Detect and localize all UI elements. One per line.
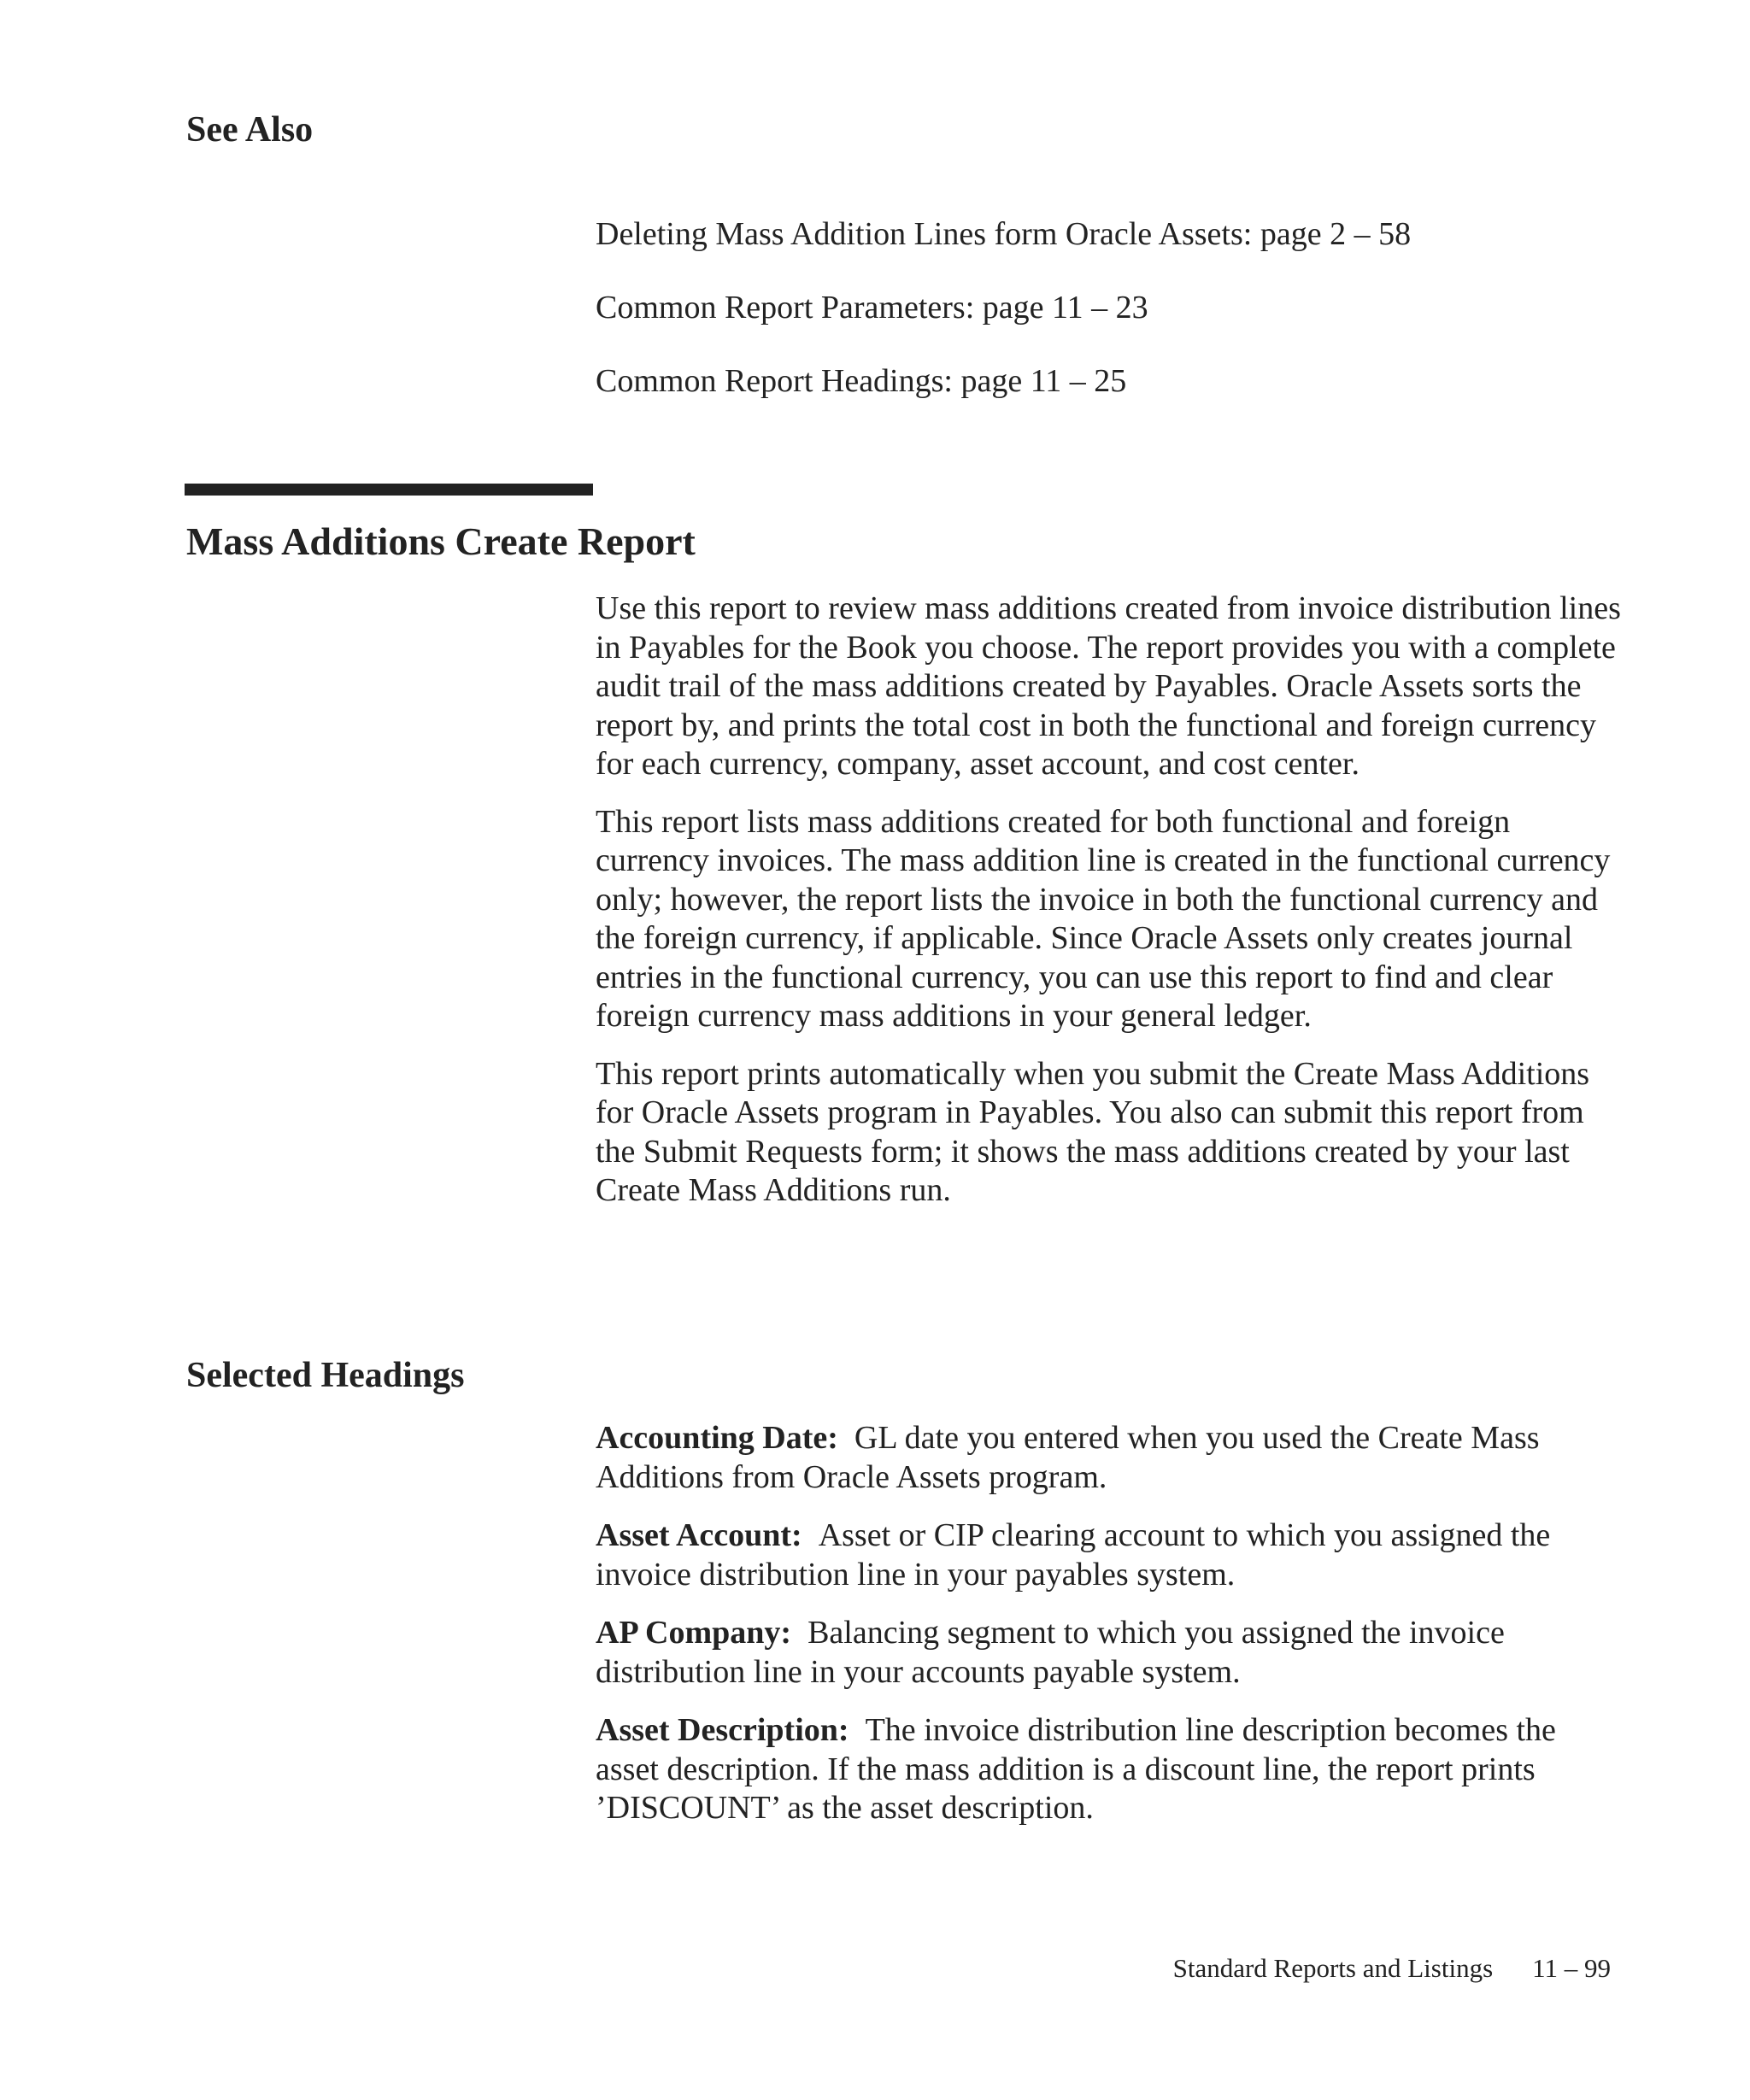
section-paragraph: This report lists mass additions created for both functional and foreign currency invoices. The mass addition line is created in the functional currency only; however, the report lists the invoice in both the functional currency and the foreign currency, if applicable. Since Oracle Assets only creates journal entries in the functional currency, you can use this report to find and clear foreign currency mass additions in your general ledger. — [596, 803, 1611, 1034]
section-paragraph: This report prints automatically when you submit the Create Mass Additions for Oracle Assets program in Payables. You also can submit this report from the Submit Requests form; it shows the mass additions created by your last Create Mass Additions run. — [596, 1055, 1590, 1208]
selected-headings-list — [596, 1419, 1621, 1848]
heading-entry-ap-company — [596, 1614, 1621, 1692]
entry-description: The invoice distribution line description becomes the asset description. If the mass addition is a discount line, the report prints ’DISCOUNT’ as the asset description. — [596, 1712, 1556, 1826]
footer-page-number: 11 – 99 — [1532, 1953, 1611, 1983]
entry-description: Balancing segment to which you assigned the invoice distribution line in your accounts payable system. — [596, 1615, 1505, 1690]
heading-entry-asset-description — [596, 1711, 1621, 1828]
entry-term: Asset Account: — [596, 1517, 802, 1553]
page-footer — [983, 1953, 1611, 1984]
section-divider-rule — [185, 484, 593, 496]
section-title: Mass Additions Create Report — [186, 519, 696, 563]
entry-description: Asset or CIP clearing account to which you assigned the invoice distribution line in your payables system. — [596, 1517, 1551, 1593]
selected-headings-heading: Selected Headings — [186, 1356, 465, 1395]
see-also-list — [596, 215, 1621, 436]
entry-description: GL date you entered when you used the Create Mass Additions from Oracle Assets program. — [596, 1420, 1540, 1495]
heading-entry-asset-account — [596, 1516, 1621, 1594]
see-also-heading: See Also — [186, 110, 314, 150]
footer-chapter-title: Standard Reports and Listings — [1172, 1953, 1494, 1983]
section-paragraph: Use this report to review mass additions created from invoice distribution lines in Payables for the Book you choose. The report provides you with a complete audit trail of the mass additions created by Payables. Oracle Assets sorts the report by, and prints the total cost in both the functional and foreign currency for each currency, company, asset account, and cost center. — [596, 590, 1621, 782]
heading-entry-accounting-date — [596, 1419, 1621, 1497]
see-also-link-common-report-parameters[interactable]: Common Report Parameters: page 11 – 23 — [596, 290, 1148, 326]
entry-term: AP Company: — [596, 1615, 792, 1651]
entry-term: Accounting Date: — [596, 1420, 838, 1456]
section-body — [596, 590, 1621, 1229]
see-also-link-deleting-mass-addition-lines[interactable]: Deleting Mass Addition Lines form Oracle Assets: page 2 – 58 — [596, 216, 1412, 252]
entry-term: Asset Description: — [596, 1712, 849, 1748]
see-also-link-common-report-headings[interactable]: Common Report Headings: page 11 – 25 — [596, 363, 1127, 399]
